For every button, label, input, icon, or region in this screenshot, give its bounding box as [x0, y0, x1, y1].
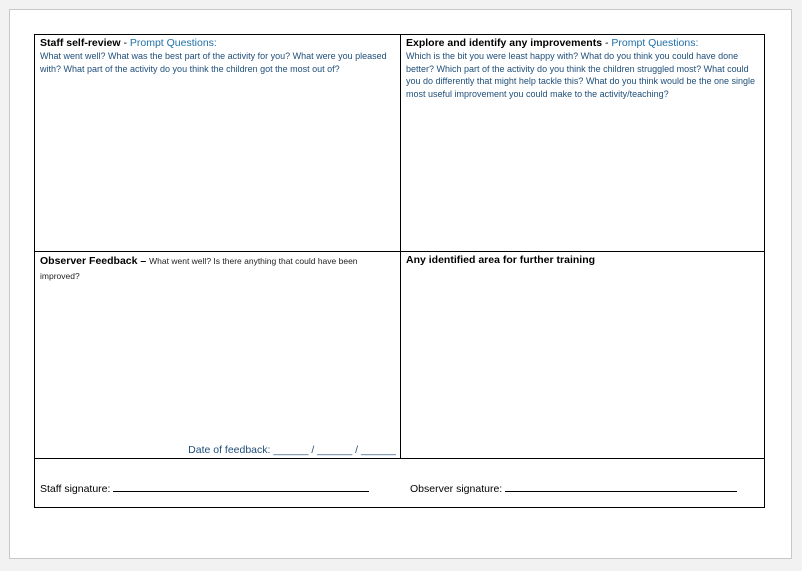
staff-self-review-cell[interactable]: [35, 35, 400, 251]
observer-feedback-prompt: What went well? Is there anything that could have been improved?: [40, 256, 358, 281]
explore-improvements-prompts: Which is the bit you were least happy with? What do you think you could have done better? Which part of the activity do you think the children struggled most? What could you do differently that might help tackle this? What do you think would be the one single most useful improvement you could make to the activity/teaching?: [406, 51, 756, 99]
staff-signature-label: Staff signature:: [40, 483, 111, 495]
explore-improvements-separator: -: [602, 37, 612, 49]
date-of-feedback[interactable]: [188, 444, 396, 456]
observer-feedback-title: Observer Feedback: [40, 255, 138, 267]
staff-self-review-title: Staff self-review: [40, 37, 121, 49]
date-of-feedback-label: Date of feedback:: [188, 444, 271, 456]
date-of-feedback-field[interactable]: ______ / ______ / ______: [273, 444, 396, 456]
observer-signature-label: Observer signature:: [410, 483, 503, 495]
staff-signature[interactable]: [40, 482, 369, 495]
observer-signature[interactable]: [410, 482, 737, 495]
document-page: [9, 9, 792, 559]
further-training-title: Any identified area for further training: [406, 254, 596, 266]
prompt-questions-label: Prompt Questions:: [129, 37, 217, 49]
observer-feedback-separator: –: [137, 255, 150, 267]
staff-signature-line[interactable]: [113, 482, 369, 492]
review-form: [34, 34, 765, 508]
explore-improvements-title: Explore and identify any improvements: [406, 37, 603, 49]
staff-self-review-prompts: What went well? What was the best part of the activity for you? What were you pleased with? What part of the activity do you think the children got the most out of?: [40, 51, 387, 74]
prompt-questions-label: Prompt Questions:: [611, 37, 699, 49]
observer-signature-line[interactable]: [505, 482, 737, 492]
staff-self-review-separator: -: [120, 37, 130, 49]
further-training-cell[interactable]: [401, 252, 764, 458]
observer-feedback-cell[interactable]: [35, 252, 400, 458]
signature-row: [35, 459, 764, 507]
explore-improvements-cell[interactable]: [401, 35, 764, 251]
